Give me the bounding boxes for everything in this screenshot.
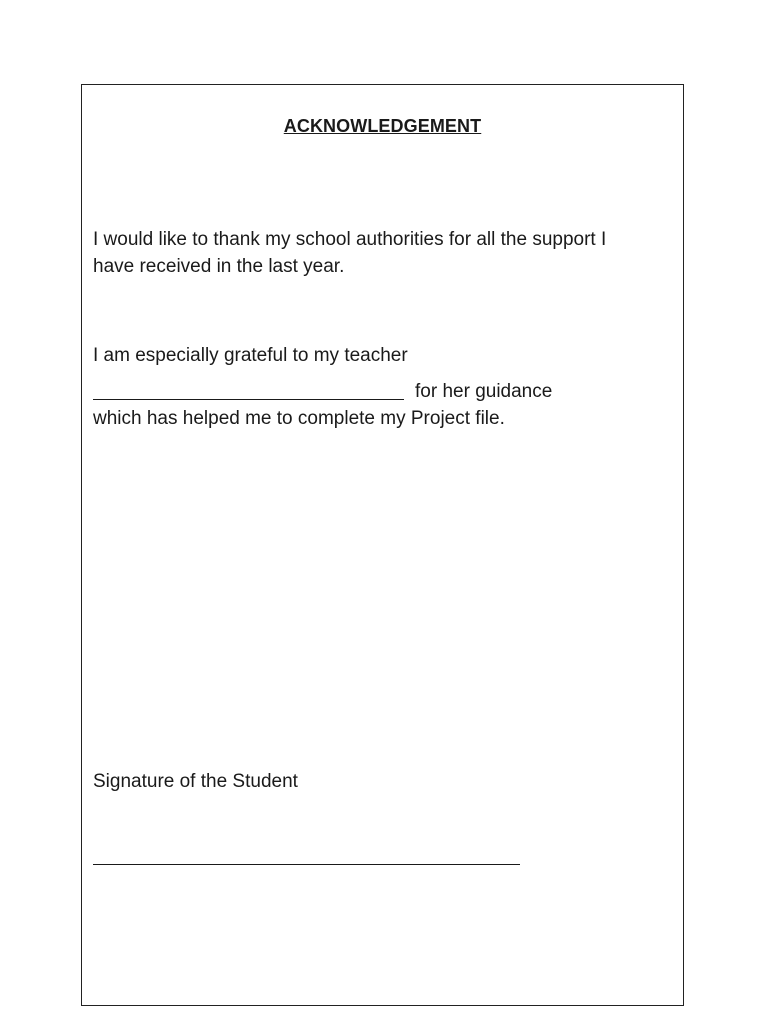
project-file-line: which has helped me to complete my Project file. [93,408,505,429]
thanks-paragraph [93,226,606,280]
grateful-line: I am especially grateful to my teacher [93,345,408,366]
guidance-text: for her guidance [415,381,553,402]
page-border [81,84,684,1006]
page-title: ACKNOWLEDGEMENT [283,116,482,136]
thanks-line-1: I would like to thank my school authorities for all the support I [93,229,607,250]
teacher-name-blank[interactable] [93,399,404,400]
thanks-line-2: have received in the last year. [93,256,345,277]
signature-label: Signature of the Student [93,771,298,792]
signature-blank[interactable] [93,864,520,865]
